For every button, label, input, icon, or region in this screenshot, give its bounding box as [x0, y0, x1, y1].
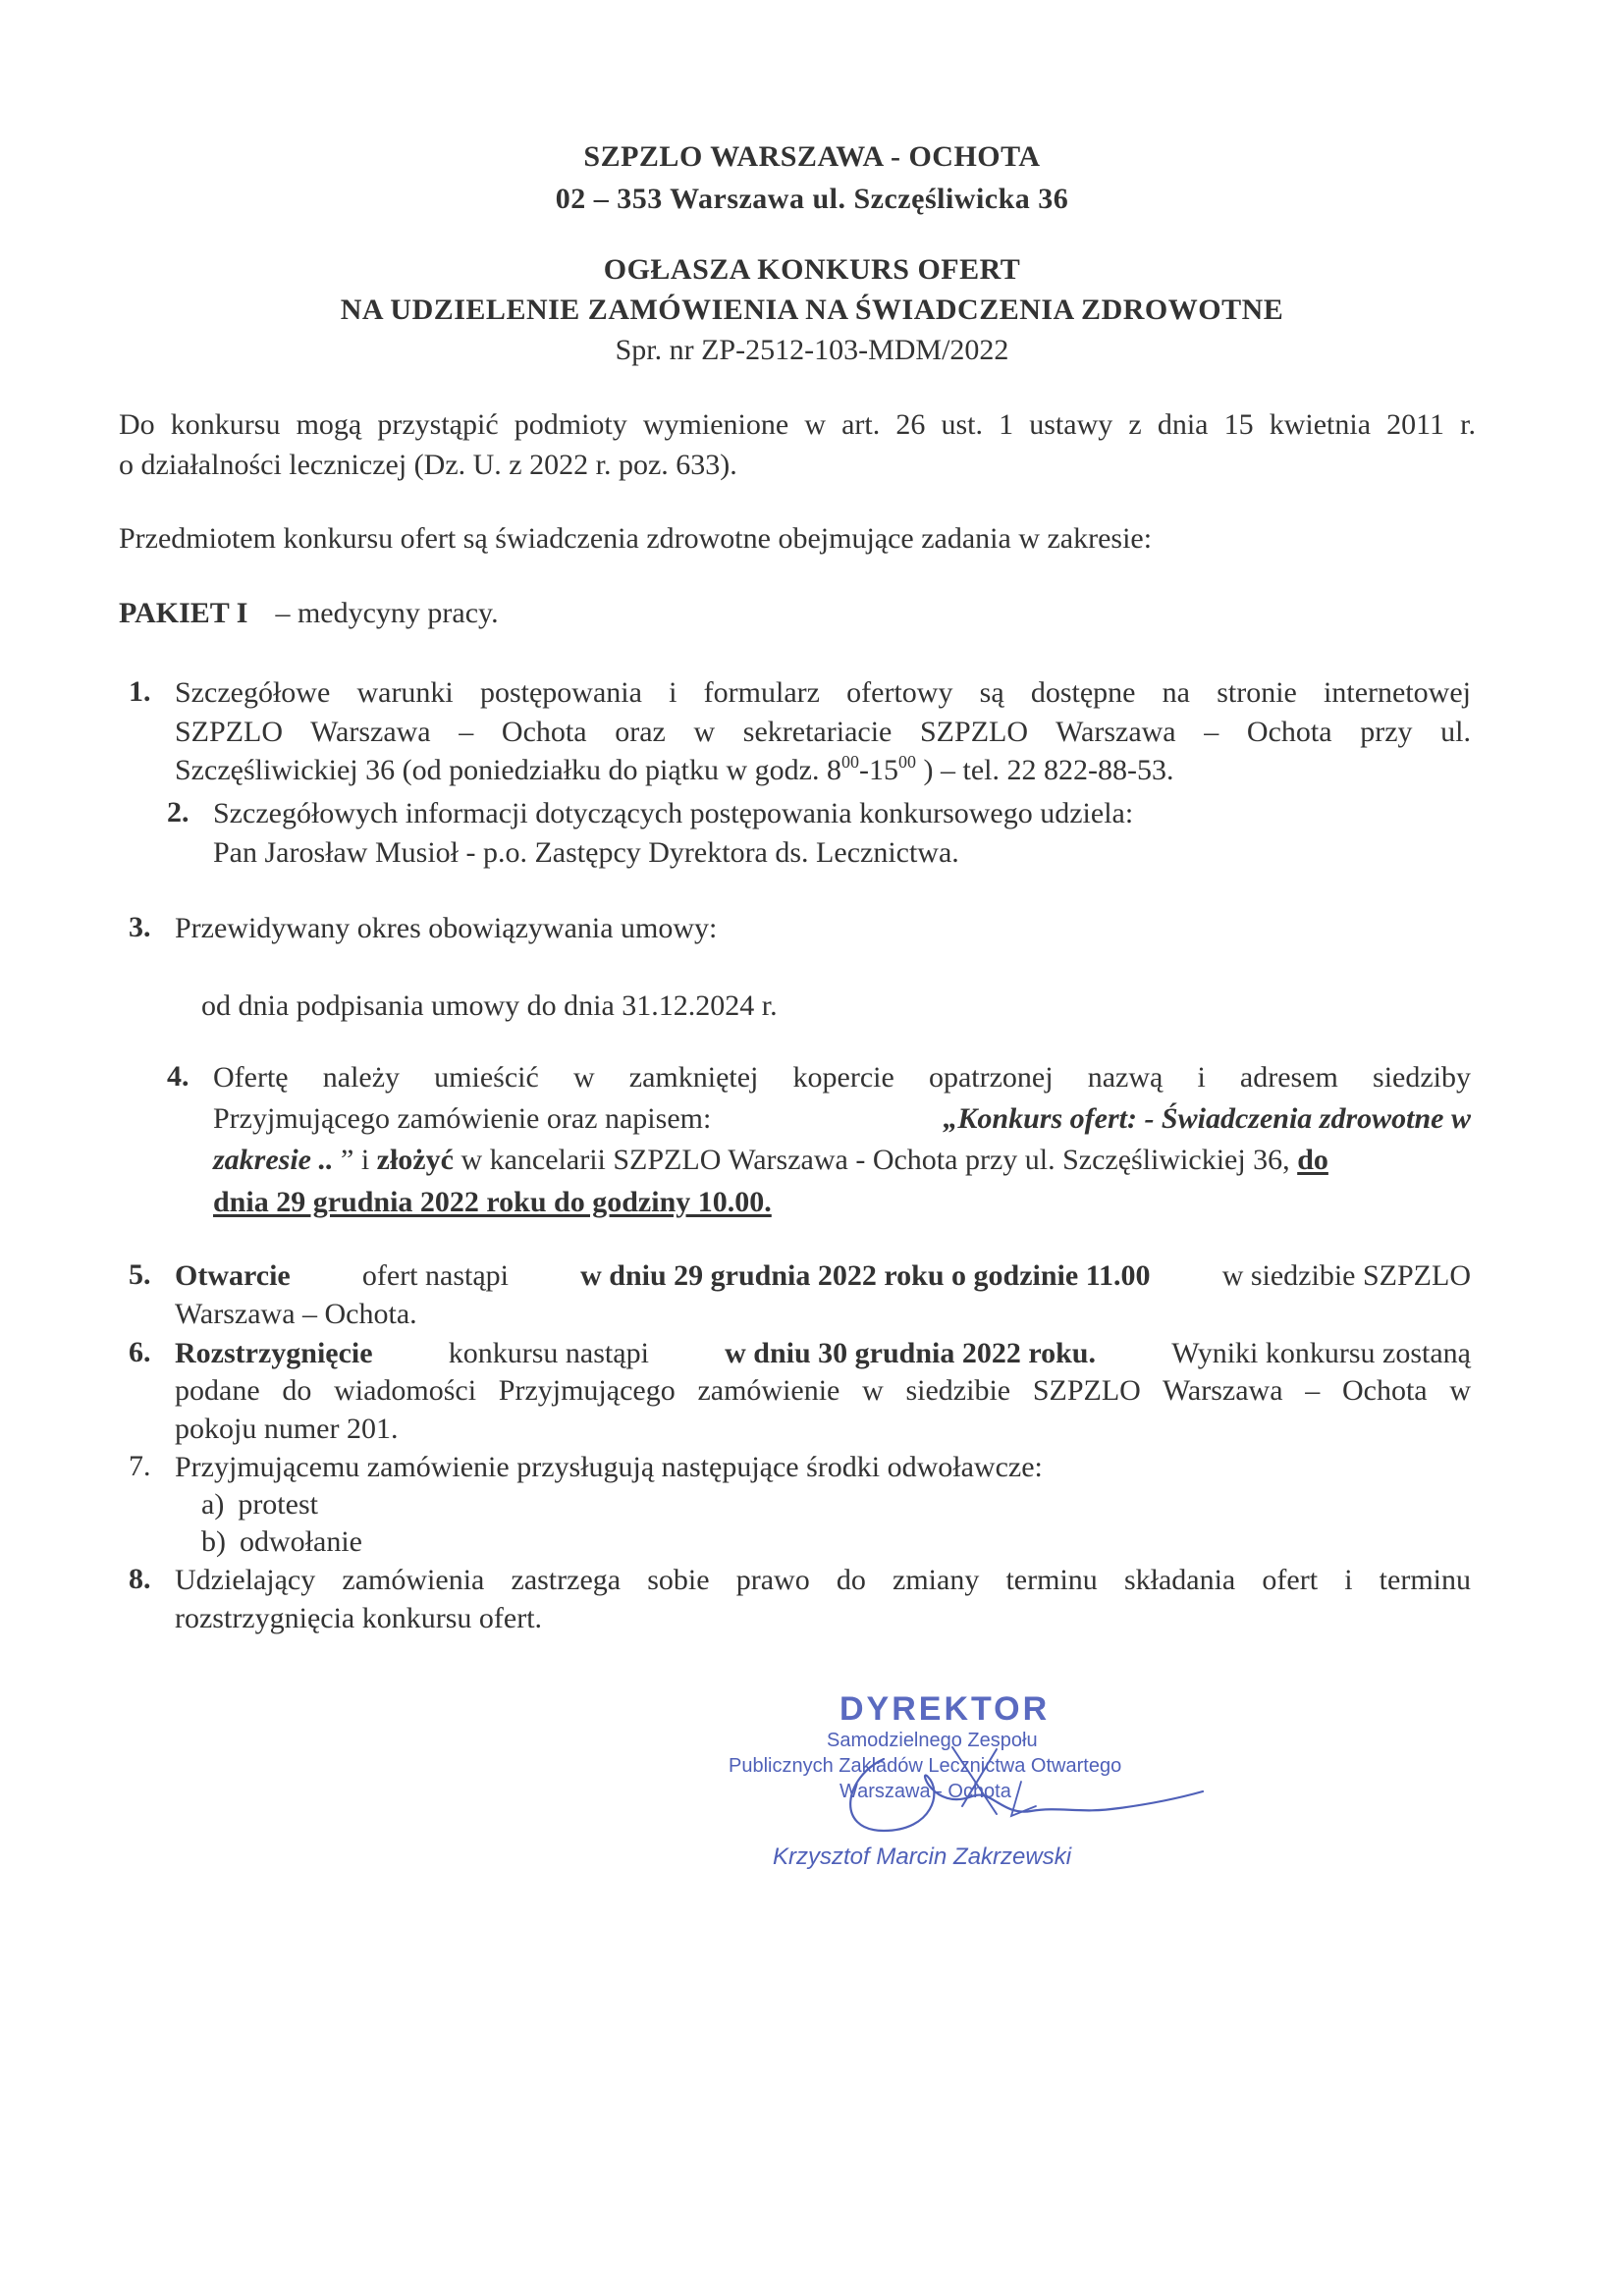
item-4-line-2: Przyjmującego zamówienie oraz napisem: „Konkurs ofert: - Świadczenia zdrowotne w: [213, 1102, 1471, 1135]
stamp-line-1: Samodzielnego Zespołu: [827, 1730, 1038, 1751]
package-line: [119, 595, 499, 632]
item-1-number: 1.: [129, 675, 151, 708]
item-5-line-1: Otwarcie ofert nastąpi w dniu 29 grudnia 2022 roku o godzinie 11.00 w siedzibie SZPZLO: [175, 1259, 1471, 1292]
item-8-line-1: Udzielający zamówienia zastrzega sobie prawo do zmiany terminu składania ofert i terminu: [175, 1564, 1471, 1596]
item-7-number: 7.: [129, 1450, 151, 1482]
item-6-line-2: podane do wiadomości Przyjmującego zamówienie w siedzibie SZPZLO Warszawa – Ochota w: [175, 1374, 1471, 1407]
org-address: 02 – 353 Warszawa ul. Szczęśliwicka 36: [555, 183, 1069, 215]
case-number: Spr. nr ZP-2512-103-MDM/2022: [615, 334, 1009, 366]
subject-line: Przedmiotem konkursu ofert są świadczenia zdrowotne obejmujące zadania w zakresie:: [119, 522, 1153, 555]
intro-line-2: o działalności leczniczej (Dz. U. z 2022 r. poz. 633).: [119, 449, 737, 481]
stamp-title: DYREKTOR: [839, 1690, 1051, 1728]
item-3-line-2: od dnia podpisania umowy do dnia 31.12.2024 r.: [201, 989, 778, 1022]
item-3-line-1: Przewidywany okres obowiązywania umowy:: [175, 912, 718, 944]
item-5-line-2: Warszawa – Ochota.: [175, 1298, 417, 1330]
item-3-number: 3.: [129, 911, 151, 943]
item-8-line-2: rozstrzygnięcia konkursu ofert.: [175, 1602, 543, 1634]
item-4-line-4: dnia 29 grudnia 2022 roku do godziny 10.00.: [213, 1186, 772, 1218]
announcement-subtitle: NA UDZIELENIE ZAMÓWIENIA NA ŚWIADCZENIA ZDROWOTNE: [340, 294, 1284, 326]
item-6-number: 6.: [129, 1336, 151, 1368]
item-8-number: 8.: [129, 1563, 151, 1595]
announcement-title: OGŁASZA KONKURS OFERT: [603, 253, 1021, 286]
item-4-line-1: Ofertę należy umieścić w zamkniętej kopercie opatrzonej nazwą i adresem siedziby: [213, 1061, 1471, 1094]
item-5-number: 5.: [129, 1258, 151, 1291]
item-1-line-2: SZPZLO Warszawa – Ochota oraz w sekretariacie SZPZLO Warszawa – Ochota przy ul.: [175, 716, 1471, 748]
package-text: – medycyny pracy.: [275, 597, 499, 629]
item-4-line-3: zakresie .. ” i złożyć w kancelarii SZPZLO Warszawa - Ochota przy ul. Szczęśliwickiej 36, do: [213, 1144, 1328, 1176]
item-6-line-1: Rozstrzygnięcie konkursu nastąpi w dniu 30 grudnia 2022 roku. Wyniki konkursu zostaną: [175, 1337, 1471, 1369]
package-label: PAKIET I: [119, 597, 248, 629]
stamp-line-3: Warszawa - Ochota: [839, 1781, 1011, 1802]
signature-scribble: [825, 1737, 1208, 1845]
item-7-line-1: Przyjmującemu zamówienie przysługują następujące środki odwoławcze:: [175, 1451, 1043, 1483]
item-2-number: 2.: [167, 796, 189, 828]
item-1-line-3: Szczęśliwickiej 36 (od poniedziałku do piątku w godz. $8^{00}-15^{00}$ ) – tel. 22 822-88-53.: [175, 752, 1174, 786]
item-4-number: 4.: [167, 1060, 189, 1093]
intro-line-1: Do konkursu mogą przystąpić podmioty wymienione w art. 26 ust. 1 ustawy z dnia 15 kwietnia 2011 r.: [119, 408, 1476, 441]
item-2-line-1: Szczegółowych informacji dotyczących postępowania konkursowego udziela:: [213, 797, 1134, 829]
item-7-option-b: b) odwołanie: [201, 1525, 362, 1558]
stamp-line-2: Publicznych Zakładów Lecznictwa Otwartego: [729, 1755, 1122, 1777]
item-6-line-3: pokoju numer 201.: [175, 1413, 399, 1445]
item-7-option-a: a) protest: [201, 1488, 318, 1521]
signatory-name: Krzysztof Marcin Zakrzewski: [773, 1843, 1072, 1870]
org-name: SZPZLO WARSZAWA - OCHOTA: [583, 140, 1041, 173]
item-2-line-2: Pan Jarosław Musioł - p.o. Zastępcy Dyrektora ds. Lecznictwa.: [213, 836, 959, 869]
item-1-line-1: Szczegółowe warunki postępowania i formularz ofertowy są dostępne na stronie internetowej: [175, 676, 1471, 709]
